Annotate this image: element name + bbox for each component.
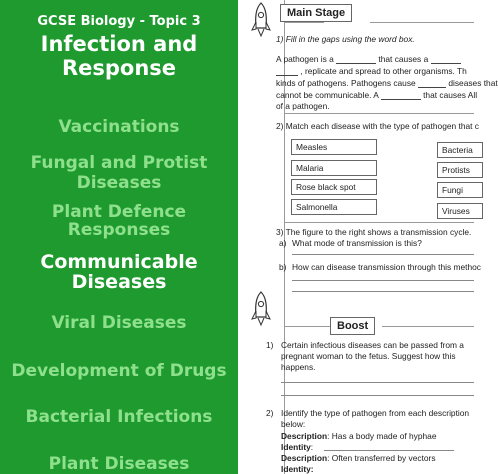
boost-title: Boost [330, 317, 375, 335]
q3b-text: How can disease transmission through this methoc [292, 262, 481, 272]
topic-viral[interactable] [0, 313, 238, 333]
answer-blank[interactable] [276, 68, 298, 76]
q1-text: diseases that [448, 78, 498, 88]
answer-line[interactable] [281, 395, 474, 396]
boost-q2-text: below: [281, 419, 306, 429]
title-line-2: Response [61, 56, 177, 80]
q1-text: that causes All [423, 90, 478, 100]
identity-answer-line[interactable] [324, 450, 454, 451]
boost-q1-text: happens. [281, 362, 316, 372]
pathogen-fungi[interactable]: Fungi [437, 182, 483, 198]
q1-text: kinds of pathogens. Pathogens cause [276, 78, 416, 88]
disease-salmonella[interactable]: Salmonella [291, 199, 377, 215]
q1-line [276, 54, 461, 64]
q3-prompt: 3) The figure to the right shows a transmission cycle. [276, 227, 472, 237]
boost-q2-number: 2) [266, 408, 274, 418]
divider [284, 222, 474, 223]
boost-q2-text: Identify the type of pathogen from each description [281, 408, 470, 418]
answer-line[interactable] [292, 291, 474, 292]
description-2: Description: Often transferred by vectors [281, 453, 436, 463]
boost-q1-text: pregnant woman to the fetus. Suggest how this [281, 351, 456, 361]
disease-measles[interactable]: Measles [291, 139, 377, 155]
topic-plant-diseases[interactable] [0, 454, 238, 474]
rocket-icon [250, 291, 272, 329]
topic-bacterial[interactable] [0, 407, 238, 427]
identity-1: Identity: [281, 442, 314, 452]
answer-line[interactable] [281, 382, 474, 383]
disease-malaria[interactable]: Malaria [291, 160, 377, 176]
q1-text: that causes a [378, 54, 429, 64]
topic-label: Bacterial Infections [25, 407, 213, 427]
identity-2: Identity: [281, 464, 314, 474]
q1-line [276, 78, 498, 88]
divider [284, 326, 330, 327]
topic-label: Diseases [71, 271, 167, 293]
main-stage-title: Main Stage [280, 4, 352, 22]
boost-q1-text: Certain infectious diseases can be passed from a [281, 340, 464, 350]
rocket-icon [250, 2, 272, 40]
topic-label: Plant Diseases [48, 454, 190, 474]
q1-text: of a pathogen. [276, 101, 330, 111]
topic-vaccinations[interactable] [0, 117, 238, 137]
page-title [0, 32, 238, 80]
description-1: Description: Has a body made of hyphae [281, 431, 437, 441]
q1-text: cannot be communicable. A [276, 90, 379, 100]
topic-label: Plant Defence [51, 202, 187, 222]
topic-plant-defence[interactable] [0, 203, 238, 239]
topic-label: Responses [67, 220, 171, 240]
divider [284, 113, 474, 114]
topic-sidebar [0, 0, 238, 474]
pathogen-protists[interactable]: Protists [437, 162, 483, 178]
pathogen-viruses[interactable]: Viruses [437, 203, 483, 219]
topic-fungal-protist[interactable] [0, 153, 238, 193]
answer-blank[interactable] [381, 92, 421, 100]
q1-text: , replicate and spread to other organisms. Th [300, 66, 467, 76]
q3a-label: a) [279, 238, 287, 248]
q1-line [276, 66, 467, 76]
topic-label: Fungal and Protist [30, 153, 208, 173]
topic-label: Diseases [76, 173, 162, 193]
topic-label: Communicable [40, 251, 198, 273]
answer-blank[interactable] [431, 56, 461, 64]
disease-rose-black-spot[interactable]: Rose black spot [291, 179, 377, 195]
boost-q1-number: 1) [266, 340, 274, 350]
title-line-1: Infection and [40, 32, 198, 56]
divider [382, 326, 474, 327]
topic-label: Vaccinations [58, 117, 180, 137]
worksheet [238, 0, 498, 474]
answer-line[interactable] [292, 280, 474, 281]
q1-text: A pathogen is a [276, 54, 334, 64]
pathogen-bacteria[interactable]: Bacteria [437, 142, 483, 158]
course-kicker: GCSE Biology - Topic 3 [37, 14, 201, 29]
q3a-text: What mode of transmission is this? [292, 238, 422, 248]
topic-drugs[interactable] [0, 361, 238, 381]
q2-prompt: 2) Match each disease with the type of pathogen that c [276, 121, 479, 131]
divider [370, 22, 474, 23]
divider [284, 22, 324, 23]
q1-prompt: 1) Fill in the gaps using the word box. [276, 34, 415, 44]
topic-label: Viral Diseases [51, 313, 187, 333]
answer-line[interactable] [292, 254, 474, 255]
answer-blank[interactable] [418, 80, 446, 88]
topic-label: Development of Drugs [11, 361, 227, 381]
topic-communicable[interactable] [0, 252, 238, 292]
q1-line [276, 90, 477, 100]
q3b-label: b) [279, 262, 287, 272]
answer-blank[interactable] [336, 56, 376, 64]
